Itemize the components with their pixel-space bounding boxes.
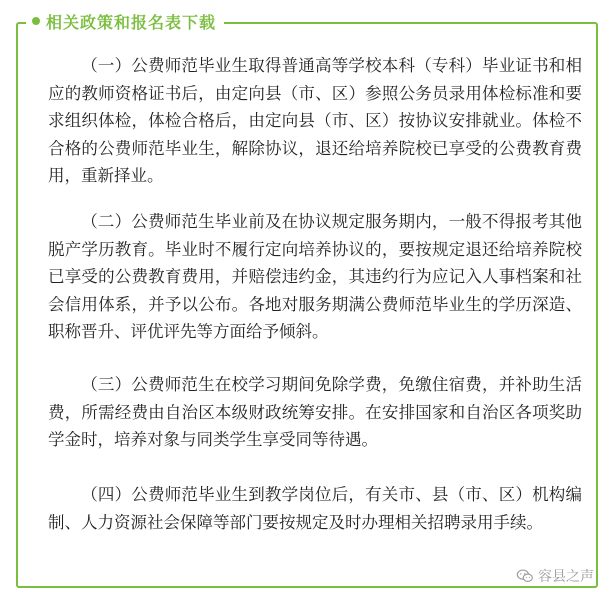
policy-paragraph-4 <box>48 481 582 536</box>
policy-paragraph-3 <box>48 371 582 454</box>
section-header <box>26 8 224 34</box>
paragraph-text: （三）公费师范生在校学习期间免除学费，免缴住宿费，并补助生活费，所需经费由自治区本级财政统筹安排。在安排国家和自治区各项奖助学金时，培养对象与同类学生享受同等待遇。 <box>48 375 582 449</box>
wechat-icon <box>516 569 534 583</box>
paragraph-text: （一）公费师范毕业生取得普通高等学校本科（专科）毕业证书和相应的教师资格证书后，由定向县（市、区）参照公务员录用体检标准和要求组织体检，体检合格后，由定向县（市、区）按协议安排就业。体检不合格的公费师范毕业生，解除协议，退还给培养院校已享受的公费教育费用，重新择业。 <box>48 56 582 185</box>
section-title: 相关政策和报名表下载 <box>46 12 217 32</box>
bullet-dot-icon <box>32 17 40 25</box>
policy-paragraph-1 <box>48 52 582 190</box>
paragraph-text: （四）公费师范毕业生到教学岗位后，有关市、县（市、区）机构编制、人力资源社会保障等部门要按规定及时办理相关招聘录用手续。 <box>48 485 582 532</box>
watermark-text: 容县之声 <box>538 569 594 585</box>
watermark <box>516 566 594 586</box>
paragraph-text: （二）公费师范生毕业前及在协议规定服务期内，一般不得报考其他脱产学历教育。毕业时不履行定向培养协议的，要按规定退还给培养院校已享受的公费教育费用，并赔偿违约金，其违约行为应记入人事档案和社会信用体系，并予以公布。各地对服务期满公费师范毕业生的学历深造、职称晋升、评优评先等方面给予倾斜。 <box>48 212 582 341</box>
policy-paragraph-2 <box>48 208 582 346</box>
